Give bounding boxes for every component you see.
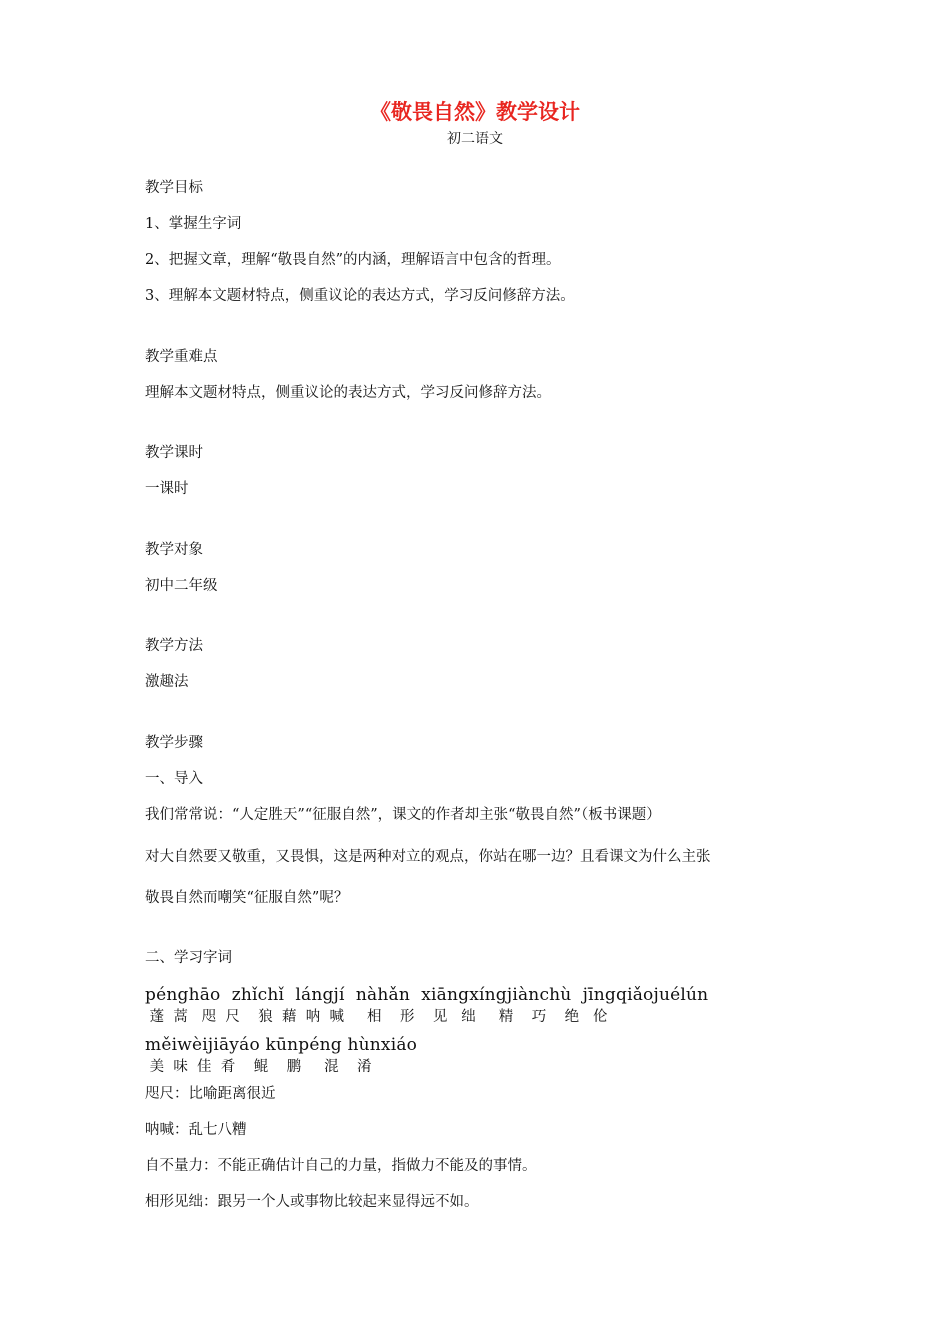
- lesson-time-text: 一课时: [145, 481, 189, 497]
- lesson-time-heading: 教学课时: [145, 445, 203, 461]
- document-title: 《敬畏自然》教学设计: [370, 100, 580, 124]
- document-subtitle: 初二语文: [447, 131, 503, 147]
- pinyin-row: měiwèijiāyáo kūnpéng hùnxiáo: [145, 1035, 418, 1055]
- audience-heading: 教学对象: [145, 542, 203, 558]
- steps-heading: 教学步骤: [145, 735, 203, 751]
- definition-item: 相形见绌：跟另一个人或事物比较起来显得远不如。: [145, 1194, 479, 1210]
- hanzi-row: 蓬 蒿 咫 尺 狼 藉 呐 喊 相 形 见 绌 精 巧 绝 伦: [145, 1009, 608, 1025]
- audience-text: 初中二年级: [145, 578, 218, 594]
- intro-line: 我们常常说：“人定胜天”“征服自然”，课文的作者却主张“敬畏自然”（板书课题）: [145, 807, 661, 823]
- key-points-text: 理解本文题材特点，侧重议论的表达方式，学习反问修辞方法。: [145, 385, 551, 401]
- pinyin-row: pénghāo zhǐchǐ lángjí nàhǎn xiāngxíngjiànchù jīngqiǎojuélún: [145, 985, 709, 1005]
- intro-line: 对大自然要又敬重，又畏惧，这是两种对立的观点，你站在哪一边？且看课文为什么主张: [145, 849, 711, 865]
- method-heading: 教学方法: [145, 638, 203, 654]
- hanzi-row: 美 味 佳 肴 鲲 鹏 混 淆: [145, 1059, 372, 1075]
- intro-line: 敬畏自然而嘲笑“征服自然”呢？: [145, 890, 349, 906]
- objectives-heading: 教学目标: [145, 180, 203, 196]
- method-text: 激趣法: [145, 674, 189, 690]
- intro-heading: 一、导入: [145, 771, 203, 787]
- objective-item: 3、理解本文题材特点，侧重议论的表达方式，学习反问修辞方法。: [145, 288, 575, 304]
- key-points-heading: 教学重难点: [145, 349, 218, 365]
- objective-item: 2、把握文章，理解“敬畏自然”的内涵，理解语言中包含的哲理。: [145, 252, 561, 268]
- vocab-heading: 二、学习字词: [145, 950, 232, 966]
- definition-item: 自不量力：不能正确估计自己的力量，指做力不能及的事情。: [145, 1158, 537, 1174]
- definition-item: 呐喊：乱七八糟: [145, 1122, 247, 1138]
- definition-item: 咫尺：比喻距离很近: [145, 1086, 276, 1102]
- objective-item: 1、掌握生字词: [145, 216, 242, 232]
